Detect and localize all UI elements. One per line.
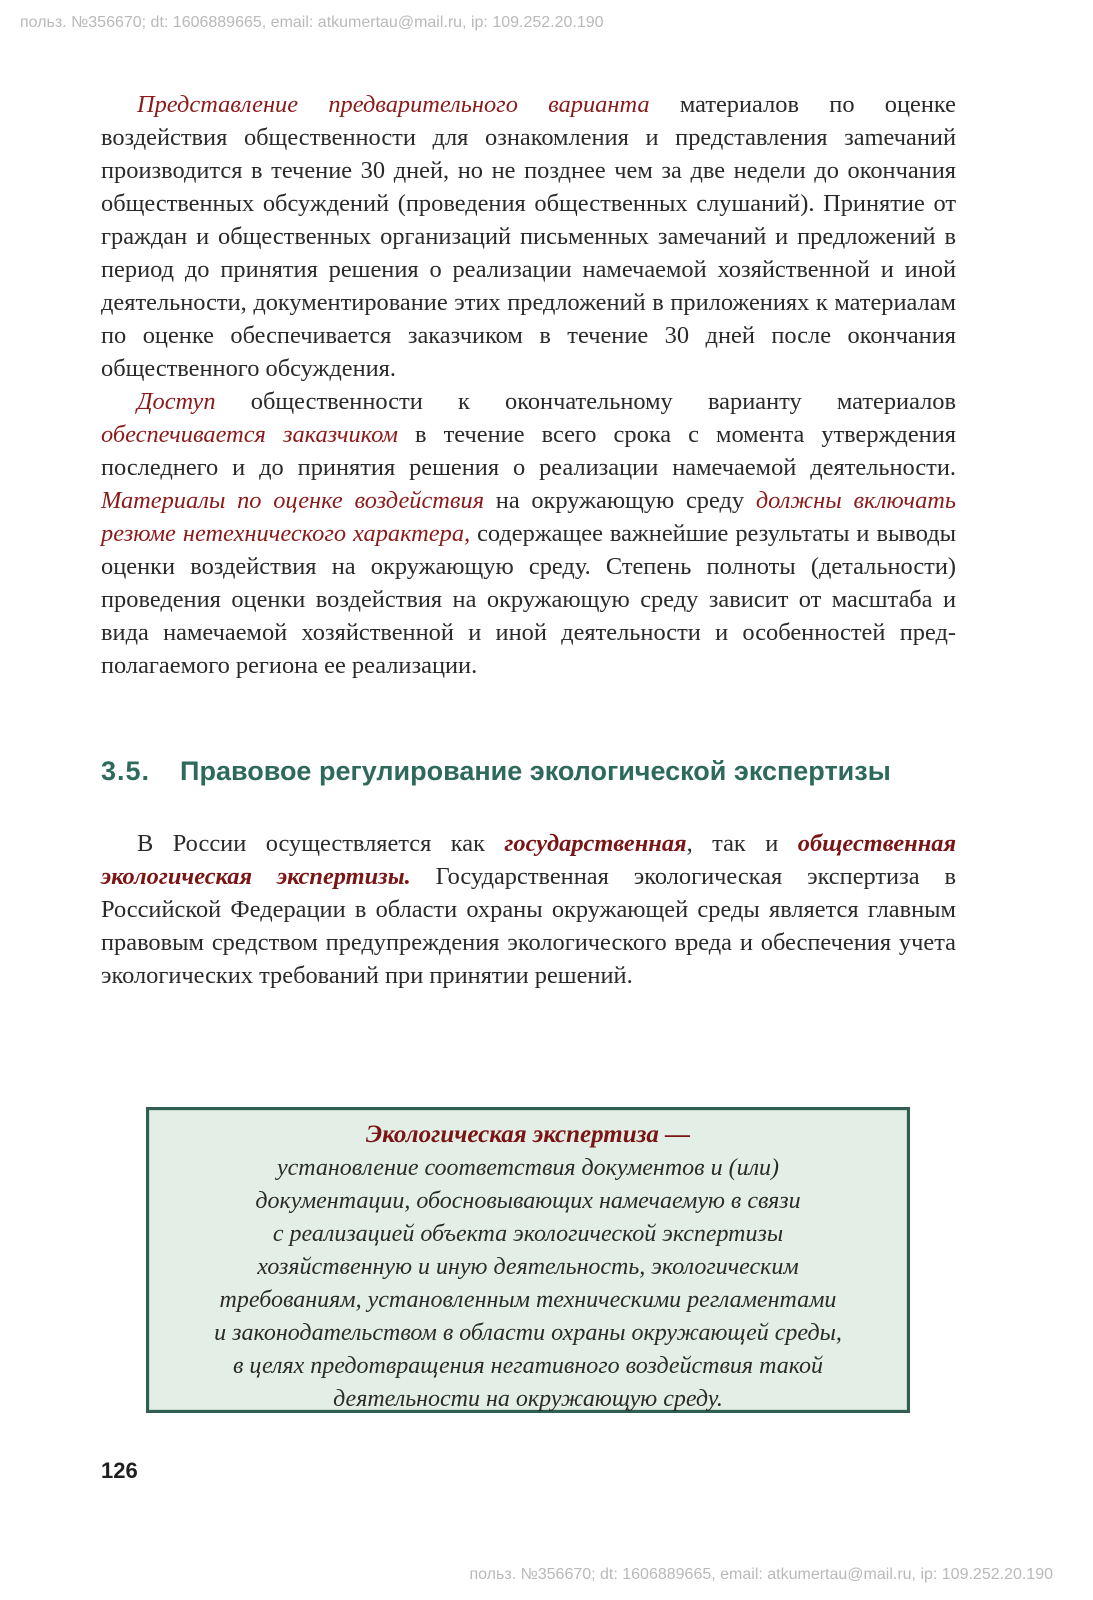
emphasis-provided-by-customer: обеспечивается заказчиком <box>101 421 398 448</box>
paragraph-text: Государственная экологическая экспертиза в Российской Федерации в области охраны окружающей среды является главным правовым средством предупреждения экологического вреда и обеспечения учета экологических требований при принятии решений. <box>101 863 957 989</box>
emphasis-state: государственная <box>504 830 687 857</box>
section-number: 3.5. <box>101 756 151 786</box>
watermark-top: польз. №356670; dt: 1606889665, email: atkumertau@mail.ru, ip: 109.252.20.190 <box>20 14 604 31</box>
section-title: Правовое регулирование экологической экспертизы <box>180 756 891 786</box>
definition-line: в целях предотвращения негативного воздействия такой <box>232 1353 824 1379</box>
definition-line: документации, обосновывающих намечаемую в связи <box>255 1188 801 1214</box>
page-number: 126 <box>101 1458 138 1483</box>
emphasis-public-expertise: общественная экологическая экспертизы. <box>101 830 957 890</box>
paragraph-public-review <box>101 88 956 385</box>
paragraph-text: материалов по оценке воздействия общественности для ознакомления и представления заmечаний производится в течение 30 дней, но не позднее чем за две недели до окончания общественных обсуждений (проведения общественных слушаний). Принятие от граждан и общественных организаций письменных замечаний и предложений в период до принятия решения о реализации намечаемой хозяйственной и иной деятельности, документирование этих предложений в приложениях к материалам по оценке обеспечивается заказчиком в течение 30 дней после окончания общественного обсуждения. <box>101 91 956 382</box>
emphasis-preliminary-version: Представление предварительного варианта <box>137 91 650 118</box>
definition-line: хозяйственную и иную деятельность, экологическим <box>257 1254 799 1280</box>
paragraph-text: содержащее важнейшие результаты и выводы оценки воздействия на окружающую среду. Степень полноты (детальности) проведения оценки воздействия на окружающую среду зависит от масштаба и вида намечаемой хозяйственной и иной деятельности и особенностей предполагаемого региона ее реализации. <box>101 520 956 679</box>
definition-line: установление соответствия документов и (или) <box>276 1155 780 1181</box>
definition-term: Экологическая экспертиза — <box>365 1121 691 1148</box>
definition-line: и законодательством в области охраны окружающей среды, <box>214 1320 842 1346</box>
paragraph-public-access <box>101 385 956 682</box>
paragraph-text: общественности к окончательному варианту материалов <box>215 388 956 415</box>
page-content <box>101 88 956 992</box>
emphasis-summary-requirement: должны включать резюме нетехнического характера, <box>101 487 956 547</box>
paragraph-expertise-types <box>101 827 956 992</box>
watermark-bottom: польз. №356670; dt: 1606889665, email: atkumertau@mail.ru, ip: 109.252.20.190 <box>469 1566 1053 1583</box>
definition-line: с реализацией объекта экологической экспертизы <box>272 1221 784 1247</box>
definition-line: требованиям, установленным техническими регламентами <box>219 1287 837 1313</box>
emphasis-assessment-materials: Материалы по оценке воздействия <box>101 487 485 514</box>
definition-line: деятельности на окружающую среду. <box>333 1386 723 1412</box>
section-heading <box>101 756 956 787</box>
paragraph-text: , так и <box>686 830 798 857</box>
definition-box <box>146 1107 910 1413</box>
paragraph-text: В России осуществляется как <box>137 830 505 857</box>
paragraph-text: на окружающую среду <box>484 487 756 514</box>
emphasis-access: Доступ <box>137 388 216 415</box>
paragraph-text: в течение всего срока с момента утверждения последнего и до принятия решения о реализации намечаемой деятельности. <box>101 421 956 481</box>
